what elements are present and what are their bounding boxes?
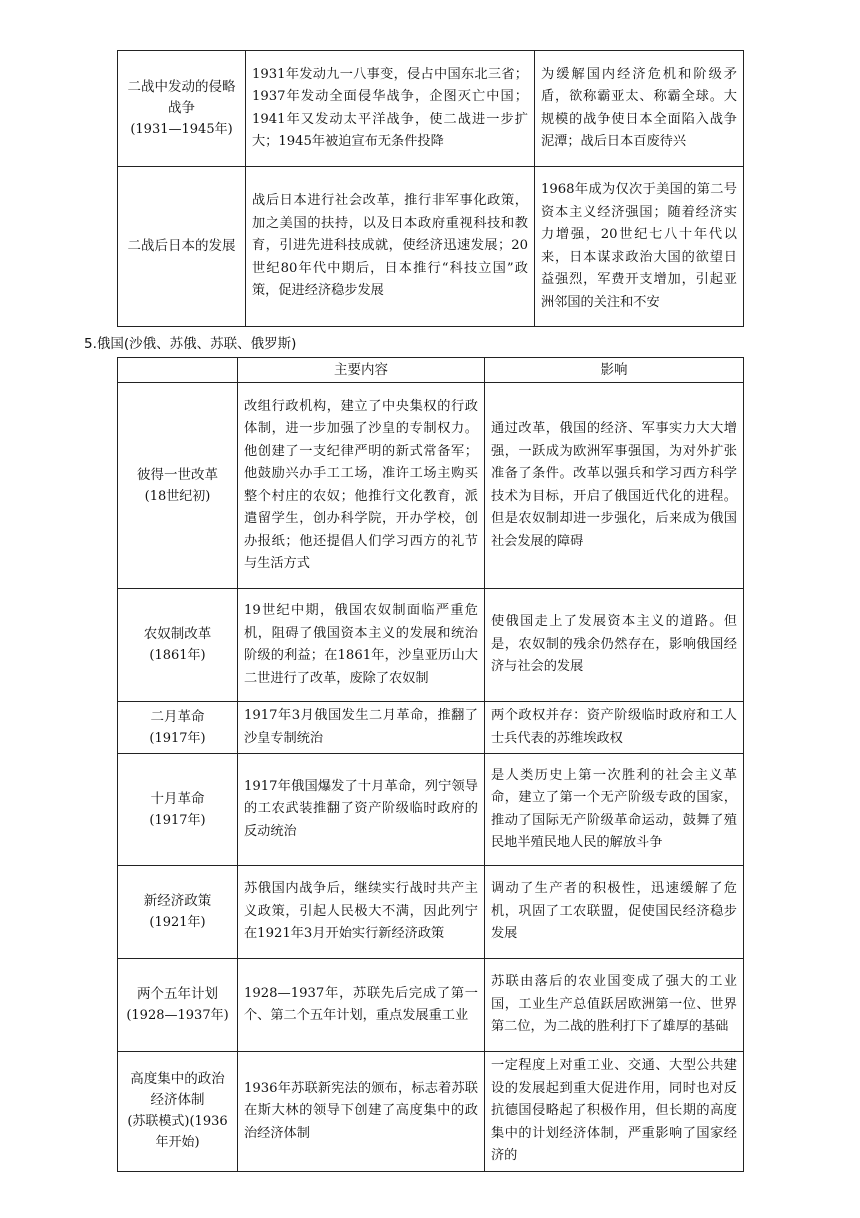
header-content: 主要内容	[238, 358, 485, 383]
row-impact: 通过改革，俄国的经济、军事实力大大增强，一跃成为欧洲军事强国，为对外扩张准备了条件。改革以强兵和学习西方科学技术为目标，开启了俄国近代化的进程。但是农奴制却进一步强化，后来成为俄国社会发展的障碍	[485, 383, 744, 589]
row-topic: 高度集中的政治经济体制 (苏联模式)(1936年开始)	[118, 1052, 238, 1172]
table-row	[118, 959, 744, 1052]
row-impact: 调动了生产者的积极性，迅速缓解了危机，巩固了工农联盟，促使国民经济稳步发展	[485, 866, 744, 959]
row-content: 苏俄国内战争后，继续实行战时共产主义政策，引起人民极大不满，因此列宁在1921年3月开始实行新经济政策	[238, 866, 485, 959]
row-impact: 两个政权并存：资产阶级临时政府和工人士兵代表的苏维埃政权	[485, 702, 744, 754]
table-header	[118, 358, 744, 383]
row-topic: 十月革命 (1917年)	[118, 754, 238, 866]
row-content: 1936年苏联新宪法的颁布，标志着苏联在斯大林的领导下创建了高度集中的政治经济体制	[238, 1052, 485, 1172]
row-content: 1928—1937年，苏联先后完成了第一个、第二个五年计划，重点发展重工业	[238, 959, 485, 1052]
table-row	[118, 1052, 744, 1172]
row-content: 1917年俄国爆发了十月革命，列宁领导的工农武装推翻了资产阶级临时政府的反动统治	[238, 754, 485, 866]
japan-table	[117, 50, 744, 327]
row-topic: 农奴制改革 (1861年)	[118, 589, 238, 702]
row-topic: 二战中发动的侵略战争 (1931—1945年)	[118, 51, 246, 167]
table-row	[118, 51, 744, 167]
table-row	[118, 383, 744, 589]
row-content: 战后日本进行社会改革，推行非军事化政策，加之美国的扶持，以及日本政府重视科技和教育，引进先进科技成就，使经济迅速发展；20世纪80年代中期后，日本推行“科技立国”政策，促进经济稳步发展	[246, 167, 535, 327]
table-row	[118, 589, 744, 702]
row-content: 改组行政机构，建立了中央集权的行政体制，进一步加强了沙皇的专制权力。他创建了一支纪律严明的新式常备军；他鼓励兴办手工工场，准许工场主购买整个村庄的农奴；他推行文化教育，派遣留学生，创办科学院，开办学校，创办报纸；他还提倡人们学习西方的礼节与生活方式	[238, 383, 485, 589]
section-title: 5.俄国(沙俄、苏俄、苏联、俄罗斯)	[84, 336, 297, 352]
header-blank	[118, 358, 238, 383]
table-row	[118, 866, 744, 959]
row-impact: 苏联由落后的农业国变成了强大的工业国，工业生产总值跃居欧洲第一位、世界第二位，为二战的胜利打下了雄厚的基础	[485, 959, 744, 1052]
row-topic: 两个五年计划 (1928—1937年)	[118, 959, 238, 1052]
table-row	[118, 754, 744, 866]
row-impact: 为缓解国内经济危机和阶级矛盾，欲称霸亚太、称霸全球。大规模的战争使日本全面陷入战争泥潭；战后日本百废待兴	[535, 51, 744, 167]
row-impact: 1968年成为仅次于美国的第二号资本主义经济强国；随着经济实力增强，20世纪七八十年代以来，日本谋求政治大国的欲望日益强烈，军费开支增加，引起亚洲邻国的关注和不安	[535, 167, 744, 327]
row-content: 1931年发动九一八事变，侵占中国东北三省；1937年发动全面侵华战争，企图灭亡中国；1941年又发动太平洋战争，使二战进一步扩大；1945年被迫宣布无条件投降	[246, 51, 535, 167]
row-topic: 二月革命 (1917年)	[118, 702, 238, 754]
table-row	[118, 167, 744, 327]
row-content: 1917年3月俄国发生二月革命，推翻了沙皇专制统治	[238, 702, 485, 754]
row-content: 19世纪中期，俄国农奴制面临严重危机，阻碍了俄国资本主义的发展和统治阶级的利益；在1861年，沙皇亚历山大二世进行了改革，废除了农奴制	[238, 589, 485, 702]
row-impact: 是人类历史上第一次胜利的社会主义革命，建立了第一个无产阶级专政的国家，推动了国际无产阶级革命运动，鼓舞了殖民地半殖民地人民的解放斗争	[485, 754, 744, 866]
header-impact: 影响	[485, 358, 744, 383]
row-topic: 二战后日本的发展	[118, 167, 246, 327]
row-topic: 彼得一世改革 (18世纪初)	[118, 383, 238, 589]
row-impact: 一定程度上对重工业、交通、大型公共建设的发展起到重大促进作用，同时也对反抗德国侵略起了积极作用，但长期的高度集中的计划经济体制，严重影响了国家经济的	[485, 1052, 744, 1172]
row-topic: 新经济政策 (1921年)	[118, 866, 238, 959]
row-impact: 使俄国走上了发展资本主义的道路。但是，农奴制的残余仍然存在，影响俄国经济与社会的发展	[485, 589, 744, 702]
table-row	[118, 702, 744, 754]
russia-table	[117, 357, 744, 1172]
